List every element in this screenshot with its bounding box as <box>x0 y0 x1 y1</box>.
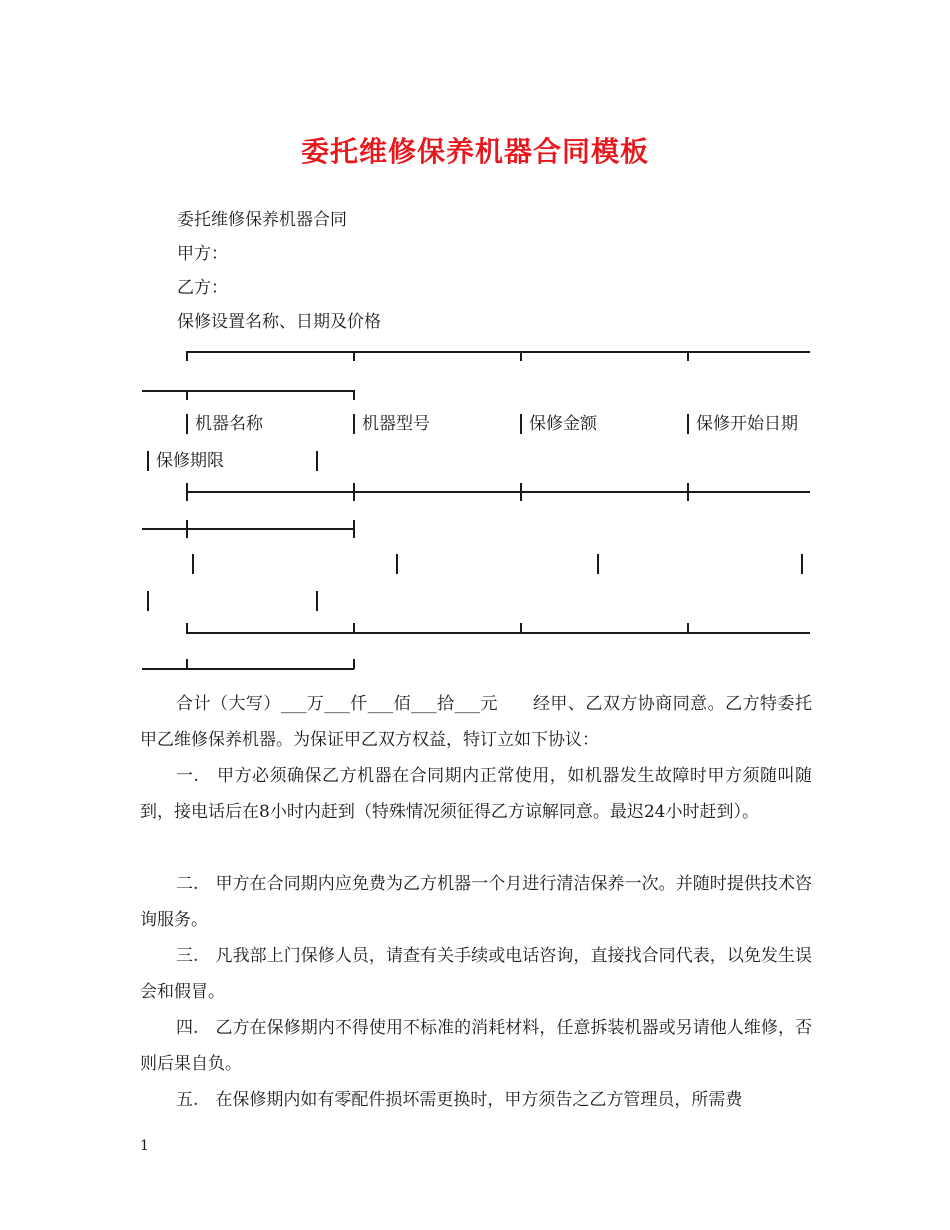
table-border <box>186 520 188 538</box>
table-border <box>687 351 689 361</box>
table-border <box>142 528 354 530</box>
table-border <box>353 390 355 400</box>
page-number: 1 <box>140 1138 149 1154</box>
table-header-cell: 保修开始日期 <box>696 414 798 434</box>
contract-heading: 委托维修保养机器合同 <box>177 210 347 230</box>
party-a-label: 甲方： <box>177 244 228 264</box>
table-border <box>353 623 355 633</box>
table-border <box>687 414 689 434</box>
table-border <box>353 414 355 434</box>
table-border <box>186 623 188 633</box>
table-border <box>192 554 194 574</box>
table-border <box>147 591 149 611</box>
table-border <box>186 491 810 493</box>
table-header-cell: 机器型号 <box>362 414 430 434</box>
table-border <box>353 351 355 361</box>
table-header-cell: 保修期限 <box>156 451 224 471</box>
clause-5: 五. 在保修期内如有零配件损坏需更换时，甲方须告之乙方管理员，所需费 <box>176 1090 743 1110</box>
table-border <box>142 390 354 392</box>
table-border <box>520 414 522 434</box>
table-border <box>520 483 522 501</box>
table-border <box>186 390 188 400</box>
table-border <box>186 351 810 353</box>
table-header-cell: 保修金额 <box>529 414 597 434</box>
table-border <box>520 351 522 361</box>
table-border <box>353 483 355 501</box>
clause-3: 三. 凡我部上门保修人员，请查有关手续或电话咨询，直接找合同代表，以免发生误会和假冒。 <box>140 946 812 1002</box>
table-border <box>186 483 188 501</box>
table-border <box>597 554 599 574</box>
table-border <box>687 623 689 633</box>
table-border <box>186 351 188 361</box>
total-paragraph: 合计（大写）___万___仟___佰___拾___元 经甲、乙双方协商同意。乙方特委托甲乙维修保养机器。为保证甲乙双方权益，特订立如下协议： <box>140 694 812 750</box>
table-border <box>353 520 355 538</box>
table-border <box>186 632 810 634</box>
clause-2: 二. 甲方在合同期内应免费为乙方机器一个月进行清洁保养一次。并随时提供技术咨询服务。 <box>140 874 812 930</box>
table-border <box>147 451 149 471</box>
table-header-cell: 机器名称 <box>195 414 263 434</box>
table-border <box>142 668 354 670</box>
clause-4: 四. 乙方在保修期内不得使用不标准的消耗材料，任意拆装机器或另请他人维修，否则后果自负。 <box>140 1018 812 1074</box>
table-border <box>316 591 318 611</box>
party-b-label: 乙方： <box>177 278 228 298</box>
table-border <box>186 414 188 434</box>
table-border <box>801 554 803 574</box>
table-border <box>353 659 355 669</box>
table-border <box>396 554 398 574</box>
table-border <box>316 451 318 471</box>
table-border <box>186 659 188 669</box>
table-border <box>520 623 522 633</box>
clause-1: 一. 甲方必须确保乙方机器在合同期内正常使用，如机器发生故障时甲方须随叫随到，接电话后在8小时内赶到（特殊情况须征得乙方谅解同意。最迟24小时赶到）。 <box>140 766 812 822</box>
table-border <box>687 483 689 501</box>
page-title: 委托维修保养机器合同模板 <box>300 135 649 168</box>
table-caption: 保修设置名称、日期及价格 <box>177 312 381 332</box>
